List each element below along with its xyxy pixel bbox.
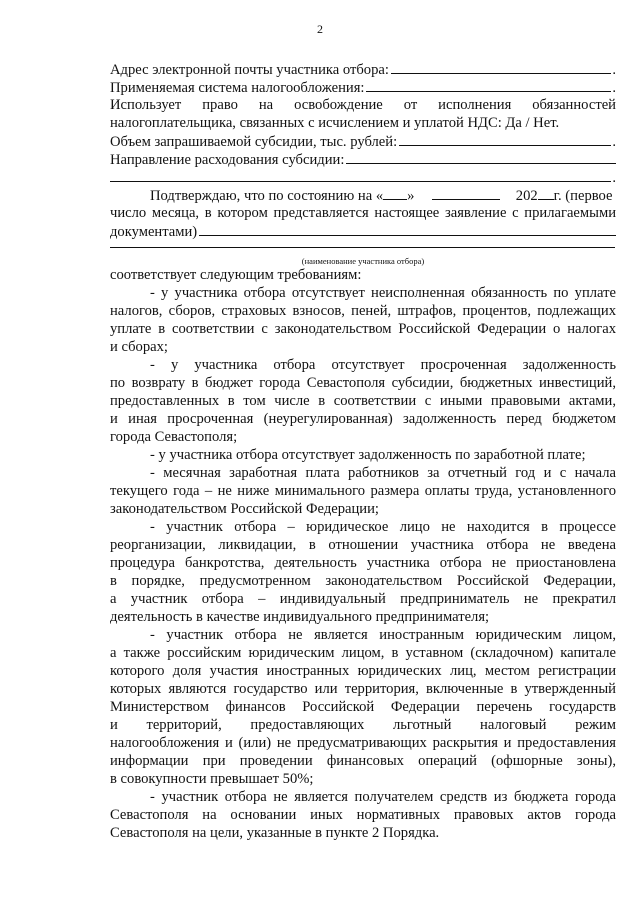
body-line: которых являются государство или территория, включенные в утвержденный xyxy=(110,681,616,697)
body-line: информации при проведении финансовых операций (офшорные зоны), xyxy=(110,753,616,769)
body-line: текущего года – не ниже минимального размера оплаты труда, установленного xyxy=(110,483,616,499)
email-dot: . xyxy=(612,62,616,78)
subsidy-volume-field-row xyxy=(110,132,616,151)
subsidy-direction-blank[interactable] xyxy=(346,150,616,164)
participant-name-caption: (наименование участника отбора) xyxy=(301,256,425,266)
subsidy-direction-label: Направление расходования субсидии: xyxy=(110,152,345,168)
confirm-text-2: » xyxy=(407,188,415,204)
body-line: реорганизации, ликвидации, в отношении участника отбора не введена xyxy=(110,537,616,553)
body-line: Севастополя на основании иных нормативных правовых актов города xyxy=(110,807,616,823)
confirm-day-blank[interactable] xyxy=(383,186,407,200)
body-line: Севастополя на цели, указанные в пункте 2 Порядка. xyxy=(110,825,440,841)
confirm-line-1 xyxy=(110,186,616,205)
tax-system-dot: . xyxy=(612,80,616,96)
body-line: в порядке, предусмотренном законодательством Российской Федерации, xyxy=(110,573,616,589)
vat-line-2: налогоплательщика, связанных с исчислением и уплатой НДС: Да / Нет. xyxy=(110,115,560,131)
tax-system-blank[interactable] xyxy=(366,78,611,92)
body-line: - участник отбора не является получателем средств из бюджета города xyxy=(150,789,616,805)
body-line: - месячная заработная плата работников за отчетный год и с начала xyxy=(150,465,616,481)
body-line: - у участника отбора отсутствует просроченная задолженность xyxy=(150,357,616,373)
subsidy-volume-blank[interactable] xyxy=(399,132,611,146)
confirm-text-1: Подтверждаю, что по состоянию на « xyxy=(150,188,384,204)
confirm-year-blank[interactable] xyxy=(538,186,554,200)
body-line: и территорий, предоставляющих льготный налоговый режим xyxy=(110,717,616,733)
email-label: Адрес электронной почты участника отбора: xyxy=(110,62,389,78)
body-line: в совокупности превышает 50%; xyxy=(110,771,314,787)
body-line: по возврату в бюджет города Севастополя субсидии, бюджетных инвестиций, xyxy=(110,375,616,391)
body-line: Министерством финансов Российской Федерации перечень государств xyxy=(110,699,616,715)
confirm-month-blank[interactable] xyxy=(432,186,500,200)
body-line: законодательством Российской Федерации; xyxy=(110,501,379,517)
body-line: уплате в соответствии с законодательством Российской Федерации о налогах xyxy=(110,321,616,337)
body-line: налогообложения и (или) не предусматривающих раскрытия и предоставления xyxy=(110,735,616,751)
subsidy-direction-field-row xyxy=(110,150,616,169)
body-line: и сборах; xyxy=(110,339,168,355)
body-line: а участник отбора – индивидуальный предприниматель не прекратил xyxy=(110,591,616,607)
confirm-text-4: г. (первое xyxy=(553,188,613,204)
subsidy-volume-dot: . xyxy=(612,134,616,150)
page-number: 2 xyxy=(317,22,323,36)
email-field-row xyxy=(110,60,616,79)
email-blank[interactable] xyxy=(391,60,611,74)
subsidy-direction-continuation xyxy=(110,168,616,187)
vat-line-1: Использует право на освобождение от исполнения обязанностей xyxy=(110,97,616,113)
body-line: - у участника отбора отсутствует неисполненная обязанность по уплате xyxy=(150,285,616,301)
body-line: которого доля участия иностранных юридических лиц, местом регистрации xyxy=(110,663,616,679)
subsidy-direction-blank-2[interactable] xyxy=(110,168,611,182)
body-line: - участник отбора не является иностранным юридическим лицом, xyxy=(150,627,616,643)
body-line: - участник отбора – юридическое лицо не находится в процессе xyxy=(150,519,616,535)
body-line: деятельность в качестве индивидуального предпринимателя; xyxy=(110,609,490,625)
confirm-line-3 xyxy=(110,222,616,241)
body-line: города Севастополя; xyxy=(110,429,238,445)
body-line: и иная просроченная (неурегулированная) задолженность перед бюджетом xyxy=(110,411,616,427)
body-line: налогов, сборов, страховых взносов, пеней, штрафов, процентов, подлежащих xyxy=(110,303,616,319)
body-line: а также российским юридическим лицом, в уставном (складочном) капитале xyxy=(110,645,616,661)
subsidy-volume-label: Объем запрашиваемой субсидии, тыс. рублей: xyxy=(110,134,398,150)
confirm-text-documents: документами) xyxy=(110,224,198,240)
tax-system-label: Применяемая система налогообложения: xyxy=(110,80,365,96)
tax-system-field-row xyxy=(110,78,616,97)
body-line: соответствует следующим требованиям: xyxy=(110,267,362,283)
body-line: процедура банкротства, деятельность участника отбора не приостановлена xyxy=(110,555,616,571)
participant-name-blank[interactable] xyxy=(199,222,616,236)
subsidy-direction-dot: . xyxy=(612,170,616,186)
participant-name-line[interactable] xyxy=(110,247,615,248)
confirm-year-prefix: 202 xyxy=(515,188,538,204)
body-line: предоставленных в том числе в соответствии с иными правовыми актами, xyxy=(110,393,616,409)
confirm-line-2: число месяца, в котором представляется настоящее заявление с прилагаемыми xyxy=(110,205,616,221)
body-line: - у участника отбора отсутствует задолженность по заработной плате; xyxy=(150,447,586,463)
